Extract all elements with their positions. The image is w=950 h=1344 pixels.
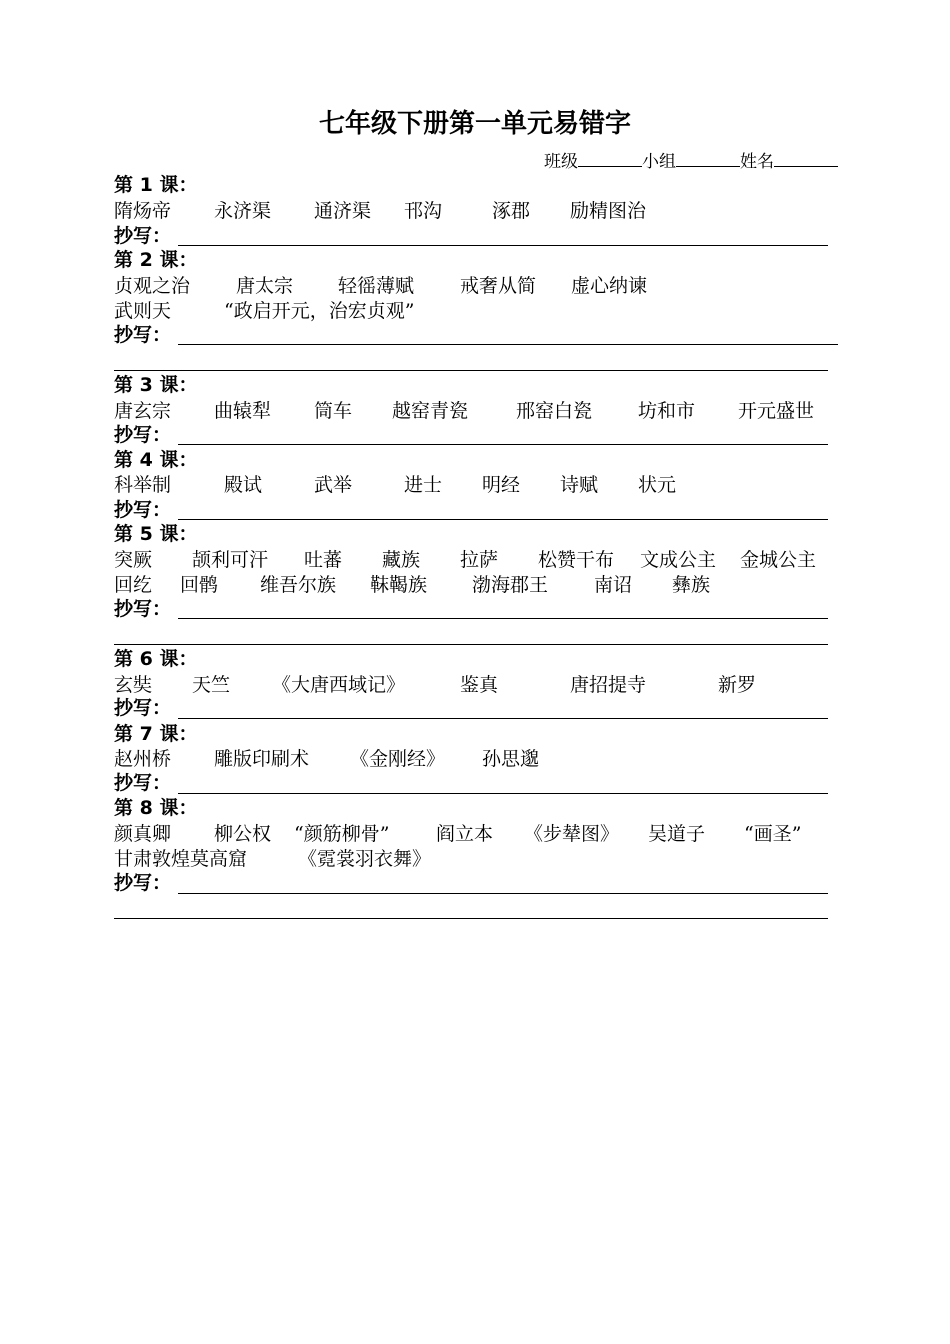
group-blank[interactable] xyxy=(676,150,740,167)
class-blank[interactable] xyxy=(578,150,642,167)
lesson-2-term-row xyxy=(114,273,844,299)
lesson-5-copy-label: 抄写： xyxy=(114,598,172,620)
term: 轻徭薄赋 xyxy=(338,275,415,297)
term: 阎立本 xyxy=(436,823,494,845)
lesson-3-term-row xyxy=(114,398,844,424)
term: 维吾尔族 xyxy=(260,574,337,596)
term: 渤海郡王 xyxy=(472,574,549,596)
term: 雕版印刷术 xyxy=(214,748,310,770)
term: 天竺 xyxy=(192,674,231,696)
lesson-4-term-row xyxy=(114,472,844,498)
term: 武则天 xyxy=(114,300,172,322)
lesson-8-header: 第 8 课： xyxy=(114,797,198,819)
term: 诗赋 xyxy=(560,474,599,496)
lesson-5-term-row xyxy=(114,572,844,598)
term: 《金刚经》 xyxy=(350,748,446,770)
page-title: 七年级下册第一单元易错字 xyxy=(318,109,631,139)
lesson-3-header: 第 3 课： xyxy=(114,374,198,396)
lesson-8-term-row xyxy=(114,846,844,872)
term: 《大唐西域记》 xyxy=(272,674,406,696)
term: “政启开元，治宏贞观” xyxy=(224,300,415,322)
term: 永济渠 xyxy=(214,200,272,222)
term: 通济渠 xyxy=(314,200,372,222)
name-label: 姓名 xyxy=(740,152,774,172)
term: 吴道子 xyxy=(648,823,706,845)
term: 颜真卿 xyxy=(114,823,172,845)
group-label: 小组 xyxy=(642,152,676,172)
term: 状元 xyxy=(638,474,677,496)
term: 隋炀帝 xyxy=(114,200,172,222)
term: 进士 xyxy=(404,474,443,496)
term: 甘肃敦煌莫高窟 xyxy=(114,848,248,870)
term: 唐玄宗 xyxy=(114,400,172,422)
term: 开元盛世 xyxy=(738,400,815,422)
term: 明经 xyxy=(482,474,521,496)
lesson-3-copy-label: 抄写： xyxy=(114,424,172,446)
term: 孙思邈 xyxy=(482,748,540,770)
lesson-7-term-row xyxy=(114,746,844,772)
term: 虚心纳谏 xyxy=(571,275,648,297)
term: 赵州桥 xyxy=(114,748,172,770)
term: 邗沟 xyxy=(404,200,443,222)
term: 彝族 xyxy=(672,574,711,596)
term: 藏族 xyxy=(382,549,421,571)
class-group-name-line xyxy=(544,150,838,174)
lesson-4-copy-line[interactable] xyxy=(178,519,828,520)
term: 《步辇图》 xyxy=(524,823,620,845)
lesson-8-copy-line[interactable] xyxy=(114,918,828,919)
term: 唐招提寺 xyxy=(570,674,647,696)
lesson-5-header: 第 5 课： xyxy=(114,523,198,545)
lesson-7-header: 第 7 课： xyxy=(114,723,198,745)
term: “颜筋柳骨” xyxy=(294,823,390,845)
term: 南诏 xyxy=(594,574,633,596)
lesson-5-term-row xyxy=(114,547,844,573)
term: 新罗 xyxy=(718,674,757,696)
lesson-1-copy-label: 抄写： xyxy=(114,225,172,247)
lesson-3-copy-line[interactable] xyxy=(178,444,828,445)
term: 颉利可汗 xyxy=(192,549,269,571)
lesson-1-term-row xyxy=(114,198,844,224)
term: 回鹘 xyxy=(180,574,219,596)
lesson-4-copy-label: 抄写： xyxy=(114,499,172,521)
term: 武举 xyxy=(314,474,353,496)
term: 金城公主 xyxy=(740,549,817,571)
term: 突厥 xyxy=(114,549,153,571)
term: 鉴真 xyxy=(460,674,499,696)
lesson-4-header: 第 4 课： xyxy=(114,449,198,471)
term: 邢窑白瓷 xyxy=(516,400,593,422)
term: 越窑青瓷 xyxy=(392,400,469,422)
lesson-6-copy-line[interactable] xyxy=(178,718,828,719)
term: 松赞干布 xyxy=(538,549,615,571)
lesson-2-copy-line[interactable] xyxy=(114,370,828,371)
lesson-6-copy-label: 抄写： xyxy=(114,697,172,719)
term: 戒奢从简 xyxy=(460,275,537,297)
term: 坊和市 xyxy=(638,400,696,422)
lesson-2-copy-line[interactable] xyxy=(178,344,838,345)
lesson-7-copy-label: 抄写： xyxy=(114,772,172,794)
lesson-7-copy-line[interactable] xyxy=(178,793,828,794)
term: 涿郡 xyxy=(492,200,531,222)
term: 吐蕃 xyxy=(304,549,343,571)
term: 柳公权 xyxy=(214,823,272,845)
lesson-5-copy-line[interactable] xyxy=(114,644,828,645)
term: 《霓裳羽衣舞》 xyxy=(298,848,432,870)
term: 靺鞨族 xyxy=(370,574,428,596)
lesson-2-header: 第 2 课： xyxy=(114,249,198,271)
name-blank[interactable] xyxy=(774,150,838,167)
term: 殿试 xyxy=(224,474,263,496)
term: 回纥 xyxy=(114,574,153,596)
lesson-8-copy-line[interactable] xyxy=(178,893,828,894)
term: 科举制 xyxy=(114,474,172,496)
term: 唐太宗 xyxy=(236,275,294,297)
lesson-5-copy-line[interactable] xyxy=(178,618,828,619)
lesson-2-term-row xyxy=(114,298,844,324)
term: 励精图治 xyxy=(570,200,647,222)
lesson-6-term-row xyxy=(114,672,844,698)
lesson-1-header: 第 1 课： xyxy=(114,174,198,196)
term: 曲辕犁 xyxy=(214,400,272,422)
lesson-2-copy-label: 抄写： xyxy=(114,324,172,346)
term: “画圣” xyxy=(744,823,802,845)
term: 拉萨 xyxy=(460,549,499,571)
term: 贞观之治 xyxy=(114,275,191,297)
term: 筒车 xyxy=(314,400,353,422)
lesson-6-header: 第 6 课： xyxy=(114,648,198,670)
lesson-8-copy-label: 抄写： xyxy=(114,872,172,894)
class-label: 班级 xyxy=(544,152,578,172)
lesson-8-term-row xyxy=(114,821,844,847)
term: 玄奘 xyxy=(114,674,153,696)
term: 文成公主 xyxy=(640,549,717,571)
lesson-1-copy-line[interactable] xyxy=(178,245,828,246)
